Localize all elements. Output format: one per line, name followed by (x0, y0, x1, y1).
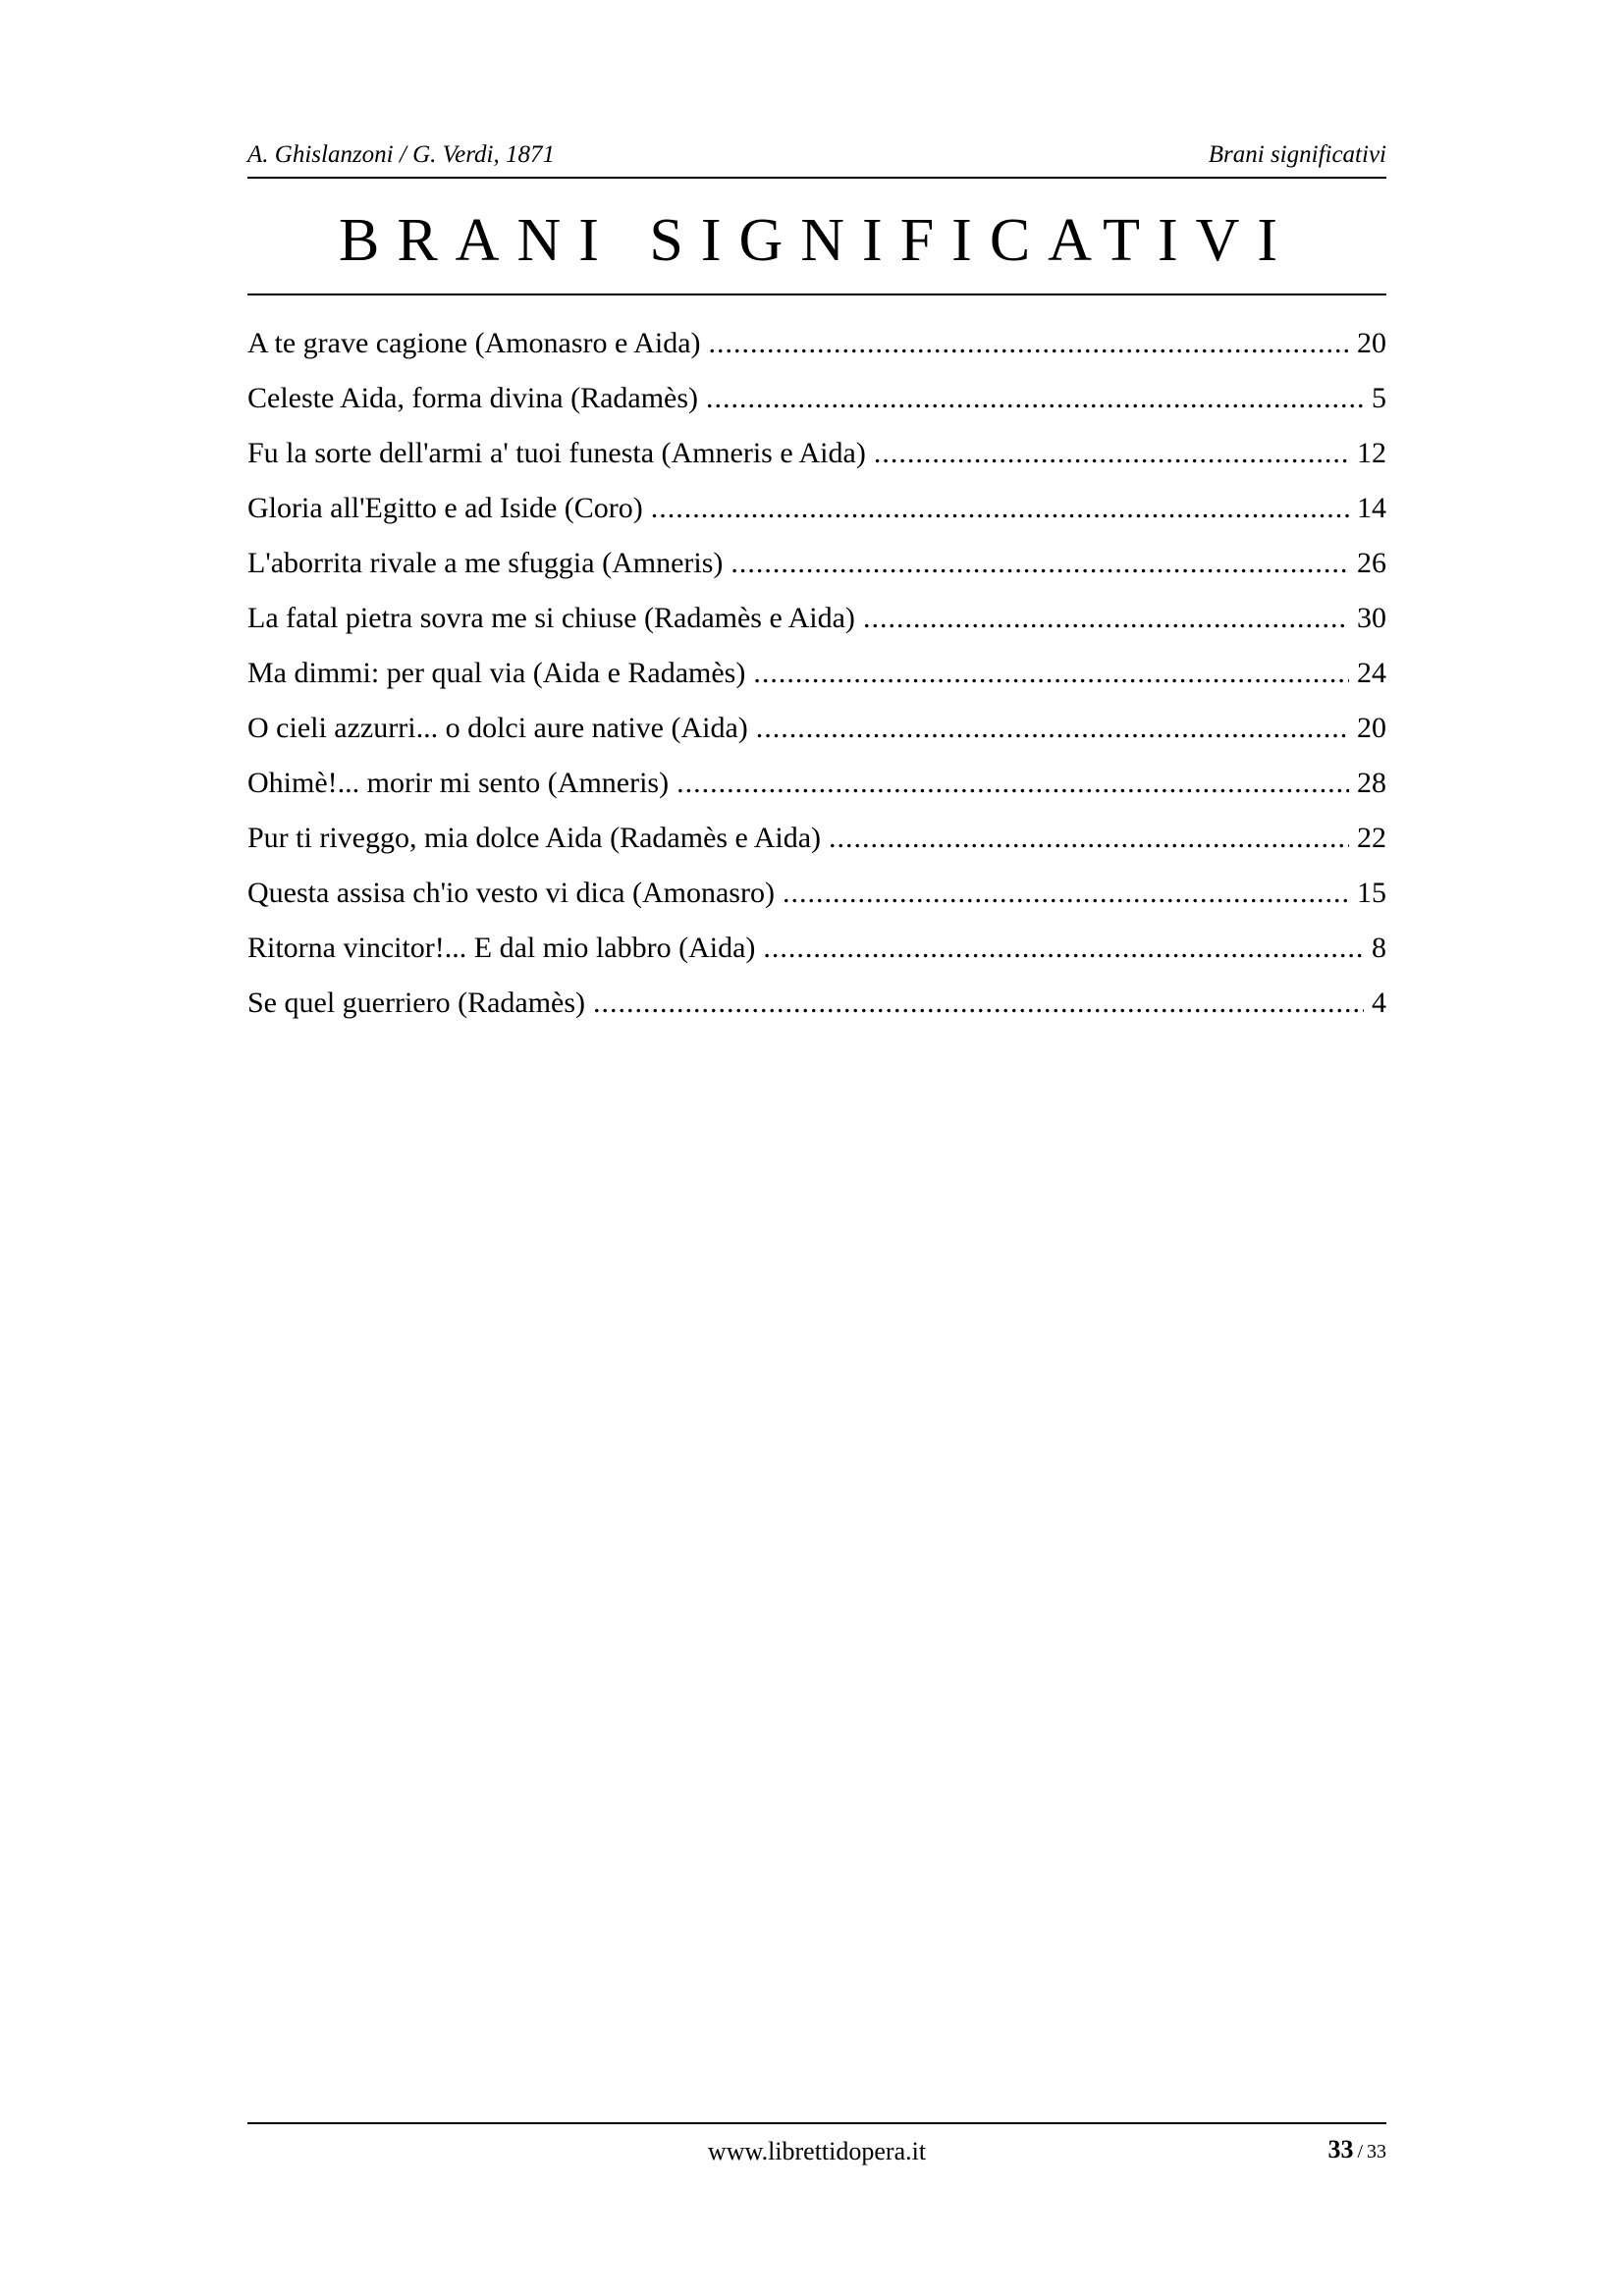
toc-entry-page: 26 (1357, 547, 1386, 579)
toc-entry-page: 30 (1357, 602, 1386, 634)
toc-leader-dots (783, 866, 1349, 921)
toc-leader-dots (756, 701, 1349, 756)
toc-entry-page: 5 (1372, 382, 1386, 414)
toc-entry[interactable] (247, 976, 1386, 1031)
toc-leader-dots (706, 371, 1364, 426)
toc-entry-title: L'aborrita rivale a me sfuggia (Amneris) (247, 547, 724, 579)
toc-entry[interactable] (247, 536, 1386, 591)
toc-leader-dots (651, 481, 1349, 536)
toc-entry-title: O cieli azzurri... o dolci aure native (Aida) (247, 712, 748, 744)
toc-entry-page: 28 (1357, 767, 1386, 799)
toc-entry-title: Celeste Aida, forma divina (Radamès) (247, 382, 699, 414)
page-number (1327, 2130, 1386, 2173)
toc-entry-page: 4 (1372, 987, 1386, 1019)
page-title: BRANI SIGNIFICATIVI (338, 207, 1296, 274)
toc-entry[interactable] (247, 426, 1386, 481)
toc-entry-title: Ritorna vincitor!... E dal mio labbro (Aida) (247, 932, 756, 964)
toc-list (247, 316, 1386, 1031)
toc-entry-title: Questa assisa ch'io vesto vi dica (Amonasro) (247, 877, 775, 909)
toc-leader-dots (829, 811, 1349, 866)
toc-entry-page: 22 (1357, 822, 1386, 854)
toc-entry[interactable] (247, 756, 1386, 811)
toc-entry-page: 12 (1357, 437, 1386, 469)
toc-leader-dots (593, 976, 1364, 1031)
toc-entry[interactable] (247, 646, 1386, 701)
toc-entry-title: Gloria all'Egitto e ad Iside (Coro) (247, 492, 643, 524)
footer-rule (247, 2122, 1386, 2124)
footer-url[interactable]: www.librettidopera.it (707, 2137, 927, 2165)
page-current: 33 (1327, 2135, 1354, 2163)
toc-entry-title: A te grave cagione (Amonasro e Aida) (247, 327, 701, 359)
toc-entry-title: Se quel guerriero (Radamès) (247, 987, 586, 1019)
toc-entry[interactable] (247, 481, 1386, 536)
toc-entry-title: Fu la sorte dell'armi a' tuoi funesta (Amneris e Aida) (247, 437, 866, 469)
toc-leader-dots (763, 921, 1364, 976)
toc-entry-page: 14 (1357, 492, 1386, 524)
toc-leader-dots (730, 536, 1349, 591)
toc-entry[interactable] (247, 591, 1386, 646)
toc-leader-dots (874, 426, 1349, 481)
running-header (247, 135, 1386, 175)
toc-entry[interactable] (247, 371, 1386, 426)
toc-leader-dots (676, 756, 1349, 811)
toc-entry-page: 24 (1357, 657, 1386, 689)
toc-entry[interactable] (247, 811, 1386, 866)
header-section: Brani significativi (1208, 141, 1386, 168)
toc-entry-title: Pur ti riveggo, mia dolce Aida (Radamès e Aida) (247, 822, 822, 854)
page-separator: / (1357, 2141, 1363, 2163)
toc-leader-dots (753, 646, 1349, 701)
toc-entry-title: Ma dimmi: per qual via (Aida e Radamès) (247, 657, 746, 689)
toc-leader-dots (709, 316, 1350, 371)
toc-entry[interactable] (247, 921, 1386, 976)
toc-entry-page: 20 (1357, 327, 1386, 359)
page-total: 33 (1367, 2141, 1386, 2163)
toc-entry[interactable] (247, 316, 1386, 371)
toc-entry-page: 20 (1357, 712, 1386, 744)
toc-entry[interactable] (247, 701, 1386, 756)
toc-entry-page: 15 (1357, 877, 1386, 909)
header-author: A. Ghislanzoni / G. Verdi, 1871 (247, 141, 555, 168)
toc-entry-page: 8 (1372, 932, 1386, 964)
title-rule (247, 294, 1386, 295)
toc-leader-dots (863, 591, 1349, 646)
toc-entry-title: La fatal pietra sovra me si chiuse (Radamès e Aida) (247, 602, 855, 634)
toc-entry-title: Ohimè!... morir mi sento (Amneris) (247, 767, 670, 799)
header-rule (247, 177, 1386, 179)
toc-entry[interactable] (247, 866, 1386, 921)
